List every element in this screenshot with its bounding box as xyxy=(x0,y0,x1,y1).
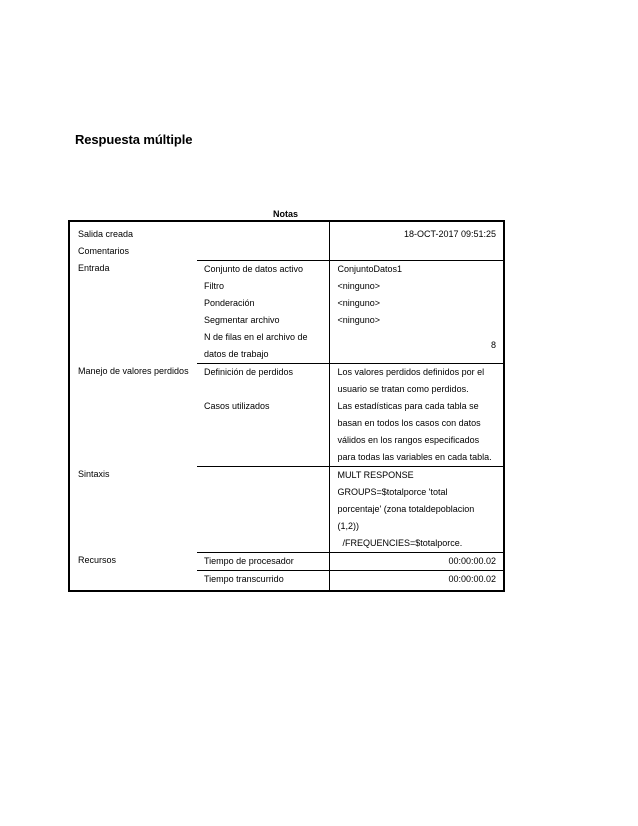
row-value-tiempo-procesador: 00:00:00.02 xyxy=(329,552,504,570)
row-subheader-conjunto-datos: Conjunto de datos activo xyxy=(204,263,304,274)
row-value-definicion-perdidos: Los valores perdidos definidos por el usuario se tratan como perdidos. xyxy=(329,363,504,398)
row-subheader xyxy=(197,466,329,552)
row-value-ponderacion: <ninguno> xyxy=(329,295,504,312)
row-header xyxy=(69,312,197,329)
row-header-entrada: Entrada xyxy=(78,263,110,273)
table-row xyxy=(69,570,504,591)
row-header-salida-creada: Salida creada xyxy=(78,229,134,239)
row-value-tiempo-transcurrido: 00:00:00.02 xyxy=(329,570,504,591)
row-subheader xyxy=(197,221,329,243)
table-row xyxy=(69,221,504,243)
row-header-recursos: Recursos xyxy=(78,555,117,565)
row-header-manejo-perdidos: Manejo de valores perdidos xyxy=(78,366,189,376)
row-value-segmentar: <ninguno> xyxy=(329,312,504,329)
row-header xyxy=(69,329,197,364)
row-subheader-tiempo-transcurrido: Tiempo transcurrido xyxy=(204,573,284,584)
row-header-comentarios: Comentarios xyxy=(78,246,130,256)
row-value-casos-utilizados: Las estadísticas para cada tabla se basan en todos los casos con datos válidos en los rangos especificados para todas las variables en cada tabla. xyxy=(329,398,504,467)
row-subheader xyxy=(197,243,329,260)
row-subheader-casos-utilizados: Casos utilizados xyxy=(197,398,329,467)
row-subheader-tiempo-procesador: Tiempo de procesador xyxy=(197,552,329,570)
table-caption: Notas xyxy=(272,209,298,219)
row-header xyxy=(69,278,197,295)
document-title: Respuesta múltiple xyxy=(75,132,193,147)
table-row xyxy=(69,466,504,552)
row-header xyxy=(69,295,197,312)
row-header-sintaxis: Sintaxis xyxy=(78,469,110,479)
row-subheader-segmentar: Segmentar archivo xyxy=(204,314,280,325)
syntax-line: /FREQUENCIES=$totalporce. xyxy=(337,537,463,548)
table-row xyxy=(69,278,504,295)
table-row xyxy=(69,295,504,312)
row-subheader-filtro: Filtro xyxy=(204,280,224,291)
row-subheader-n-filas: N de filas en el archivo de datos de trabajo xyxy=(197,329,329,364)
table-row xyxy=(69,363,504,398)
syntax-line: porcentaje' (zona totaldepoblacion xyxy=(337,503,475,514)
row-value-conjunto-datos: ConjuntoDatos1 xyxy=(329,260,504,278)
table-row xyxy=(69,329,504,364)
table-row xyxy=(69,312,504,329)
notes-table xyxy=(68,220,505,592)
row-value-filtro: <ninguno> xyxy=(329,278,504,295)
row-header xyxy=(69,570,197,591)
syntax-line: (1,2)) xyxy=(337,520,360,531)
table-row xyxy=(69,260,504,278)
syntax-line: GROUPS=$totalporce 'total xyxy=(337,486,448,497)
row-subheader-definicion-perdidos: Definición de perdidos xyxy=(204,366,294,377)
table-row xyxy=(69,552,504,570)
table-row xyxy=(69,398,504,467)
row-header xyxy=(69,398,197,467)
row-value-salida-creada: 18-OCT-2017 09:51:25 xyxy=(329,221,504,243)
table-row xyxy=(69,243,504,260)
row-value-comentarios xyxy=(329,243,504,260)
row-value-n-filas: 8 xyxy=(329,329,504,364)
row-value-sintaxis xyxy=(329,466,504,552)
syntax-line: MULT RESPONSE xyxy=(337,469,414,480)
row-subheader-ponderacion: Ponderación xyxy=(204,297,255,308)
